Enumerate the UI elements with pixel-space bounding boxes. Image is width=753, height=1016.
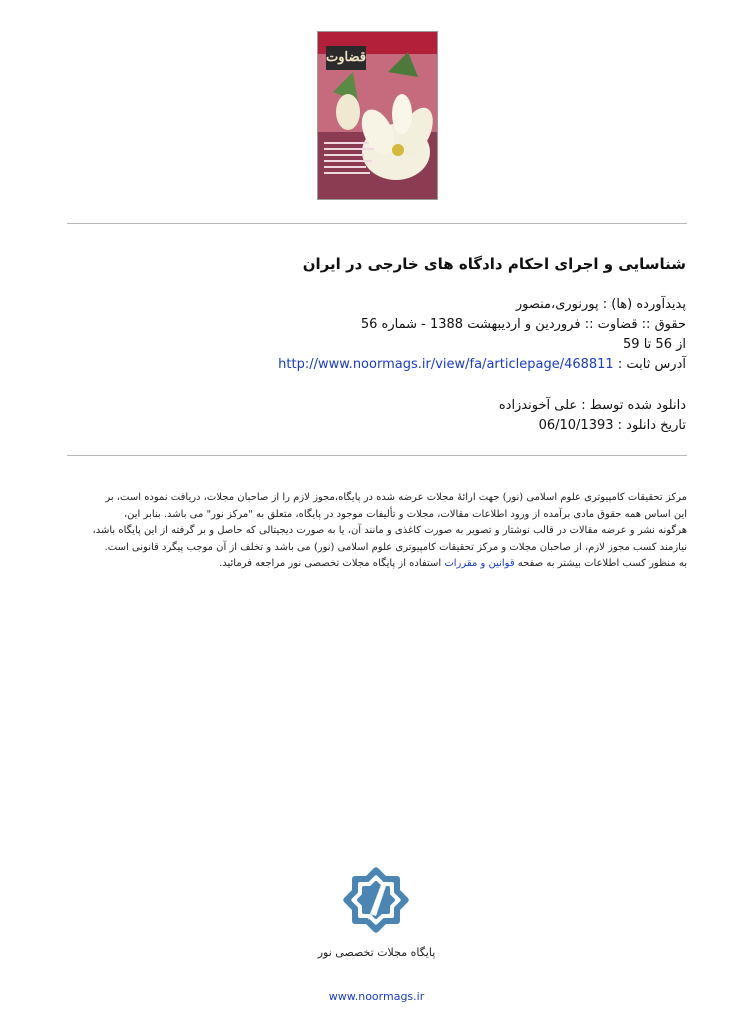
permalink-link[interactable]: http://www.noormags.ir/view/fa/articlepage/468811 xyxy=(278,357,614,372)
magazine-cover-image xyxy=(317,31,438,200)
pages-line: از 56 تا 59 xyxy=(623,337,686,352)
notice-line: مرکز تحقیقات کامپیوتری علوم اسلامی (نور) جهت ارائۀ مجلات عرضه شده در پایگاه،مجوز لازم را از صاحبان مجلات، دریافت نموده است، بر xyxy=(105,492,687,503)
permalink-label: آدرس ثابت : xyxy=(613,357,686,372)
copyright-notice xyxy=(67,490,687,573)
notice-line: این اساس همه حقوق مادی برآمده از ورود اطلاعات مقالات، مجلات و تألیفات موجود در پایگاه، متعلق به "مرکز نور" می باشد. بنابر این، xyxy=(123,508,687,520)
notice-line xyxy=(67,556,687,573)
authors-line: پدیدآورده (ها) : پورنوری،منصور xyxy=(515,297,686,312)
download-date-line: تاریخ دانلود : 06/10/1393 xyxy=(538,418,686,433)
rules-link[interactable]: قوانین و مقررات xyxy=(444,558,515,569)
footer-site-name: پایگاه مجلات تخصصی نور xyxy=(317,946,436,959)
bottom-divider xyxy=(67,455,687,456)
noormags-logo-icon xyxy=(338,862,414,938)
download-info xyxy=(66,396,686,436)
top-divider xyxy=(67,223,687,224)
permalink-line xyxy=(66,355,686,375)
article-title: شناسایی و اجرای احکام دادگاه های خارجی در ایران xyxy=(302,255,686,273)
article-meta xyxy=(66,295,686,375)
notice-line: نیازمند کسب مجوز لازم، از صاحبان مجلات و مرکز تحقیقات کامپیوتری علوم اسلامی (نور) می باشد و تخلف از آن موجب پیگرد قانونی است. xyxy=(104,541,687,553)
notice-line: هرگونه نشر و عرضه مقالات در قالب نوشتار و تصویر به صورت کاغذی و مانند آن، یا به صورت دیجیتالی که حاصل و بر گرفته از این پایگاه باشد، xyxy=(92,525,687,536)
journal-line: حقوق :: قضاوت :: فروردین و اردیبهشت 1388 - شماره 56 xyxy=(360,317,686,332)
footer-url xyxy=(0,990,753,1003)
notice-prefix: به منظور کسب اطلاعات بیشتر به صفحه xyxy=(514,558,687,569)
downloaded-by-line: دانلود شده توسط : علی آخوندزاده xyxy=(498,398,686,413)
notice-suffix: استفاده از پایگاه مجلات تخصصی نور مراجعه فرمائید. xyxy=(219,558,445,569)
cover-magazine-name: قضاوت xyxy=(326,46,366,70)
footer-url-link[interactable]: www.noormags.ir xyxy=(328,990,425,1003)
